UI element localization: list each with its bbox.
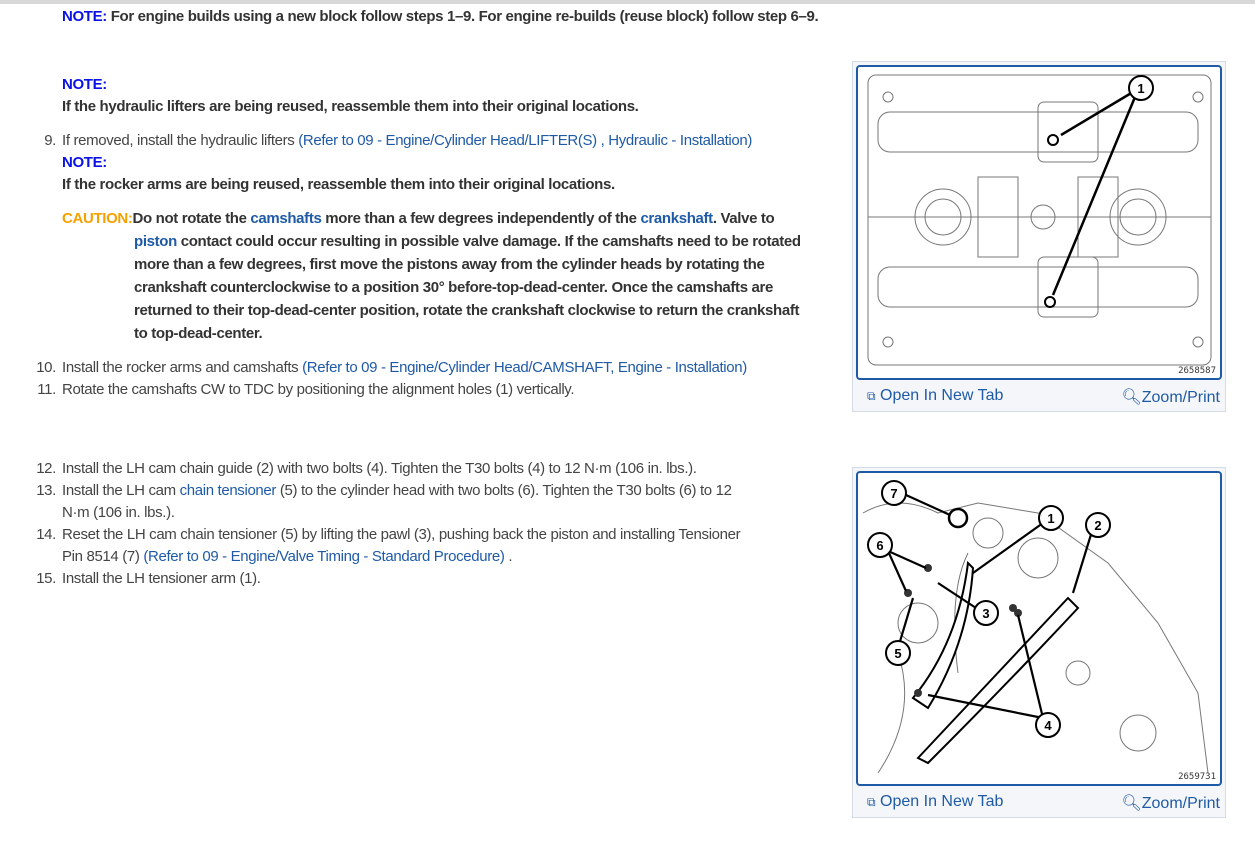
caution-text: Do not rotate the xyxy=(132,210,251,227)
note-label: NOTE: xyxy=(62,8,107,25)
step-9 xyxy=(44,130,753,152)
step-11 xyxy=(37,379,575,401)
step-number: 15. xyxy=(36,570,56,587)
figure-cam-chain-tensioner xyxy=(852,467,1226,818)
caution-line-4: crankshaft counterclockwise to a position 30° before-top-dead-center. Once the camshafts are xyxy=(134,279,773,296)
step-number: 12. xyxy=(36,460,56,477)
zoom-print-button[interactable] xyxy=(1121,793,1220,813)
zoom-print-button[interactable] xyxy=(1121,387,1220,407)
caution-label: CAUTION: xyxy=(62,210,133,227)
figure-camshaft-alignment xyxy=(852,61,1226,412)
zoom-label: Zoom/Print xyxy=(1141,795,1220,812)
step-10 xyxy=(36,357,747,379)
callout-6: 6 xyxy=(876,538,884,553)
callout-4: 4 xyxy=(1044,718,1052,733)
step-text: (5) to the cylinder head with two bolts (6). Tighten the T30 bolts (6) to 12 xyxy=(276,482,732,499)
note-text: If the rocker arms are being reused, reassemble them into their original locations. xyxy=(62,176,615,193)
open-in-new-tab-button[interactable] xyxy=(867,793,1003,811)
callout-7: 7 xyxy=(890,486,898,501)
camshaft-illustration[interactable] xyxy=(856,65,1222,380)
step-13 xyxy=(36,480,732,502)
lifter-installation-link[interactable]: (Refer to 09 - Engine/Cylinder Head/LIFTER(S) , Hydraulic - Installation) xyxy=(298,132,753,149)
figure-footer xyxy=(853,383,1225,411)
step-text: Reset the LH cam chain tensioner (5) by lifting the pawl (3), pushing back the piston and installing Tensioner xyxy=(62,526,741,543)
step-text: Install the LH cam xyxy=(62,482,180,499)
step-15 xyxy=(36,568,261,590)
step-text: Install the LH tensioner arm (1). xyxy=(62,570,261,587)
open-label: Open In New Tab xyxy=(880,793,1004,810)
step-14 xyxy=(36,524,741,546)
step-12 xyxy=(36,458,697,480)
note-text: For engine builds using a new block follow steps 1–9. For engine re-builds (reuse block) follow step 6–9. xyxy=(106,8,819,25)
camshaft-installation-link[interactable]: (Refer to 09 - Engine/Cylinder Head/CAMSHAFT, Engine - Installation) xyxy=(302,359,747,376)
tensioner-illustration[interactable] xyxy=(856,471,1222,786)
caution-line-6: to top-dead-center. xyxy=(134,325,263,342)
piston-link[interactable]: piston xyxy=(134,233,177,250)
step-text: Pin 8514 (7) xyxy=(62,548,144,565)
step-number: 9. xyxy=(44,132,56,149)
step-text: Install the rocker arms and camshafts xyxy=(62,359,303,376)
figure-id: 2659731 xyxy=(1178,772,1216,782)
magnifier-icon: 🔍︎ xyxy=(1121,795,1142,812)
callout-1: 1 xyxy=(1137,81,1145,96)
open-in-new-tab-button[interactable] xyxy=(867,387,1003,405)
figure-footer xyxy=(853,789,1225,817)
top-note xyxy=(62,6,818,28)
caution-text: contact could occur resulting in possible valve damage. If the camshafts need to be rotated xyxy=(176,233,801,250)
valve-timing-link[interactable]: (Refer to 09 - Engine/Valve Timing - Standard Procedure) xyxy=(143,548,505,565)
open-new-tab-icon: ⧉ xyxy=(867,795,876,809)
tensioner-drawing xyxy=(858,473,1221,780)
magnifier-icon: 🔍︎ xyxy=(1121,389,1142,406)
figure-id: 2658587 xyxy=(1178,366,1216,376)
step-number: 10. xyxy=(36,359,56,376)
callout-3: 3 xyxy=(982,606,990,621)
crankshaft-link[interactable]: crankshaft xyxy=(640,210,713,227)
step-14-line-2 xyxy=(62,546,512,568)
callout-1: 1 xyxy=(1047,511,1055,526)
step-number: 14. xyxy=(36,526,56,543)
note-label: NOTE: xyxy=(62,76,107,93)
camshafts-link[interactable]: camshafts xyxy=(250,210,322,227)
caution-line-2 xyxy=(134,231,801,253)
top-border xyxy=(0,0,1255,4)
caution-text: . Valve to xyxy=(712,210,775,227)
caution-line-1 xyxy=(62,208,774,230)
callout-2: 2 xyxy=(1094,518,1102,533)
caution-text: more than a few degrees independently of the xyxy=(321,210,641,227)
note-label: NOTE: xyxy=(62,154,107,171)
step-number: 13. xyxy=(36,482,56,499)
camshaft-drawing xyxy=(858,67,1221,374)
callout-5: 5 xyxy=(894,646,902,661)
step-text: Install the LH cam chain guide (2) with two bolts (4). Tighten the T30 bolts (4) to 12 N·m (106 in. lbs.). xyxy=(62,460,697,477)
open-label: Open In New Tab xyxy=(880,387,1004,404)
step-text: If removed, install the hydraulic lifters xyxy=(62,132,299,149)
caution-line-3: more than a few degrees, first move the pistons away from the cylinder heads by rotating the xyxy=(134,256,765,273)
chain-tensioner-link[interactable]: chain tensioner xyxy=(179,482,277,499)
note-text: If the hydraulic lifters are being reused, reassemble them into their original locations. xyxy=(62,98,639,115)
zoom-label: Zoom/Print xyxy=(1141,389,1220,406)
caution-line-5: returned to their top-dead-center position, rotate the crankshaft clockwise to return the crankshaft xyxy=(134,302,800,319)
step-13-line-2: N·m (106 in. lbs.). xyxy=(62,504,175,521)
step-text: Rotate the camshafts CW to TDC by positioning the alignment holes (1) vertically. xyxy=(62,381,575,398)
step-text: . xyxy=(504,548,513,565)
step-number: 11. xyxy=(37,381,56,398)
open-new-tab-icon: ⧉ xyxy=(867,389,876,403)
